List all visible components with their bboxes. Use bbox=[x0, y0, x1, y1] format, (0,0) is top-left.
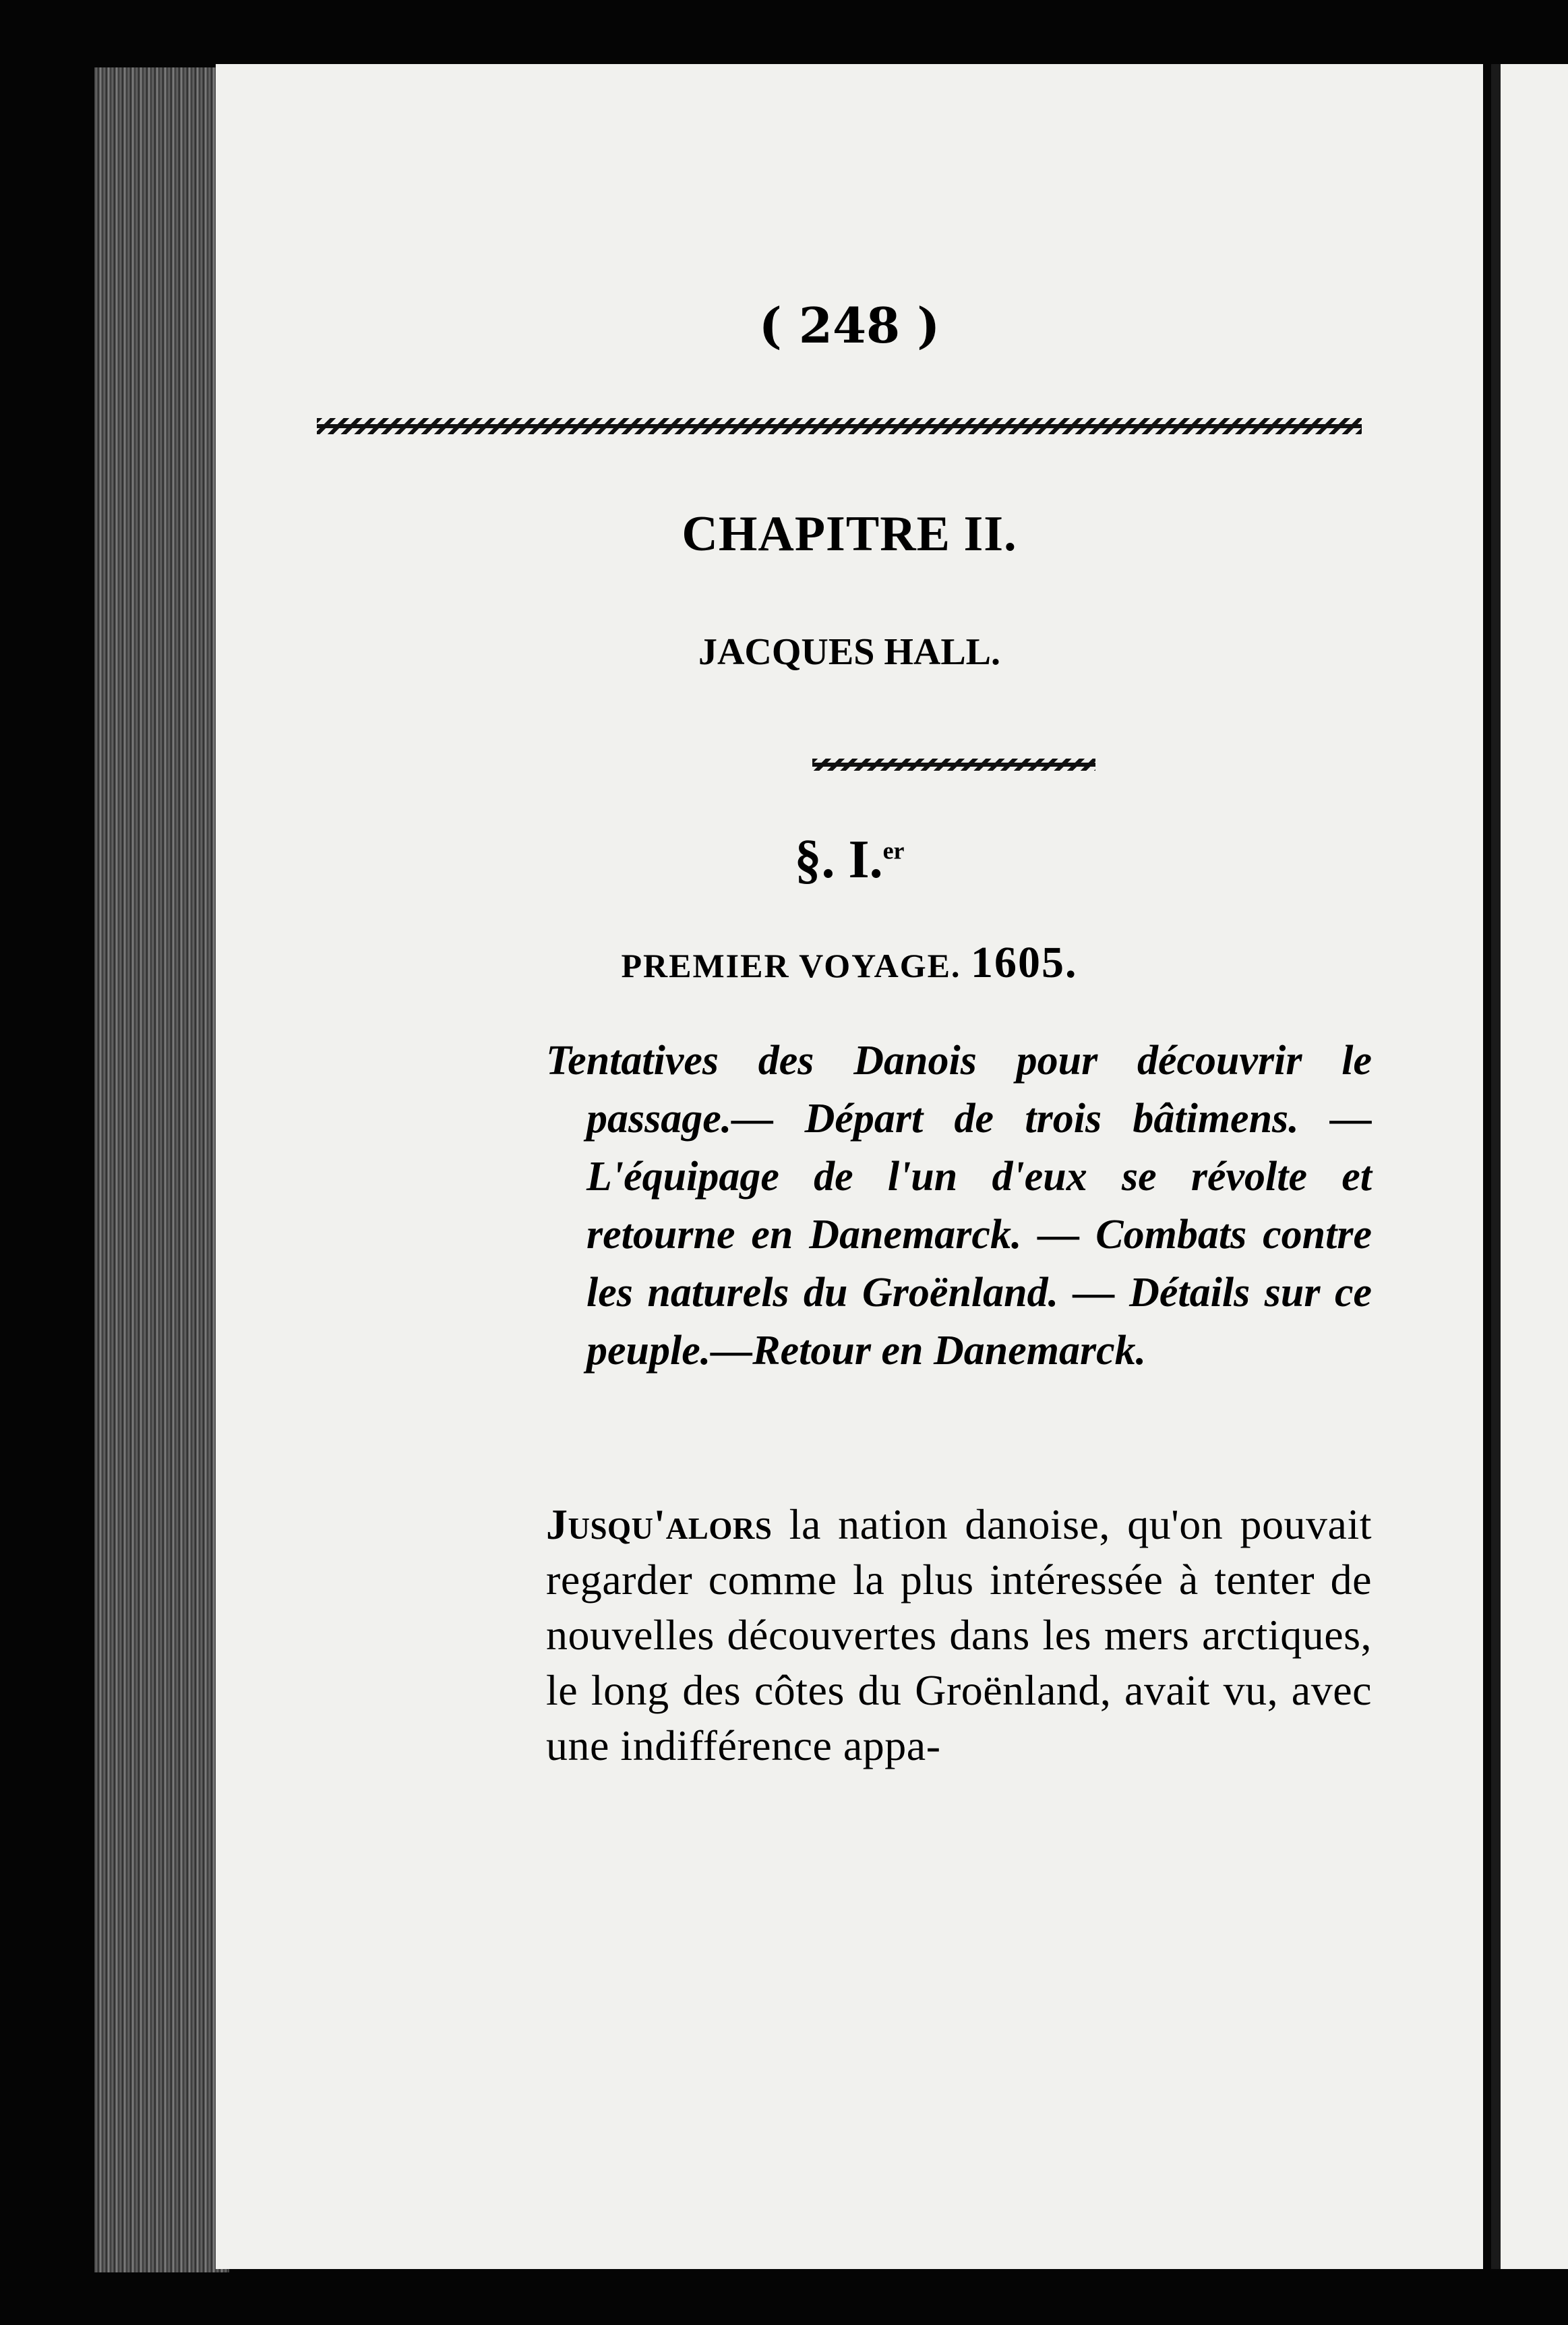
page-number: ( 248 ) bbox=[758, 297, 940, 354]
header-rule bbox=[317, 418, 1362, 434]
body-text: la nation danoise, qu'on pouvait regarder comme la plus intéressée à tenter de nouvelles découvertes dans les mers arctiques, le long des côtes du Groënland, avait vu, avec une indifférence appa- bbox=[546, 1500, 1372, 1769]
section-marker-suffix: er bbox=[882, 837, 905, 864]
chapter-rule bbox=[812, 759, 1095, 771]
section-title bbox=[216, 937, 1483, 989]
chapter-title: CHAPITRE II. bbox=[682, 506, 1017, 562]
section-year: 1605. bbox=[971, 938, 1078, 987]
chapter-subtitle: JACQUES HALL. bbox=[698, 631, 1001, 673]
adjacent-page-edge bbox=[1491, 64, 1568, 2269]
body-lead-word: Jusqu'alors bbox=[546, 1500, 773, 1548]
chapter-summary: Tentatives des Danois pour découvrir le passage.— Départ de trois bâtimens. — L'équipage de l'un d'eux se révolte et retourne en Danemarck. — Combats contre les naturels du Groënland. — Détails sur ce peuple.—Retour en Danemarck. bbox=[546, 1038, 1372, 1374]
page-edges bbox=[94, 67, 229, 2272]
body-paragraph bbox=[546, 1497, 1372, 1773]
section-marker bbox=[216, 829, 1483, 891]
section-marker-text: §. I. bbox=[794, 830, 883, 889]
section-title-text: PREMIER VOYAGE. bbox=[621, 947, 961, 984]
